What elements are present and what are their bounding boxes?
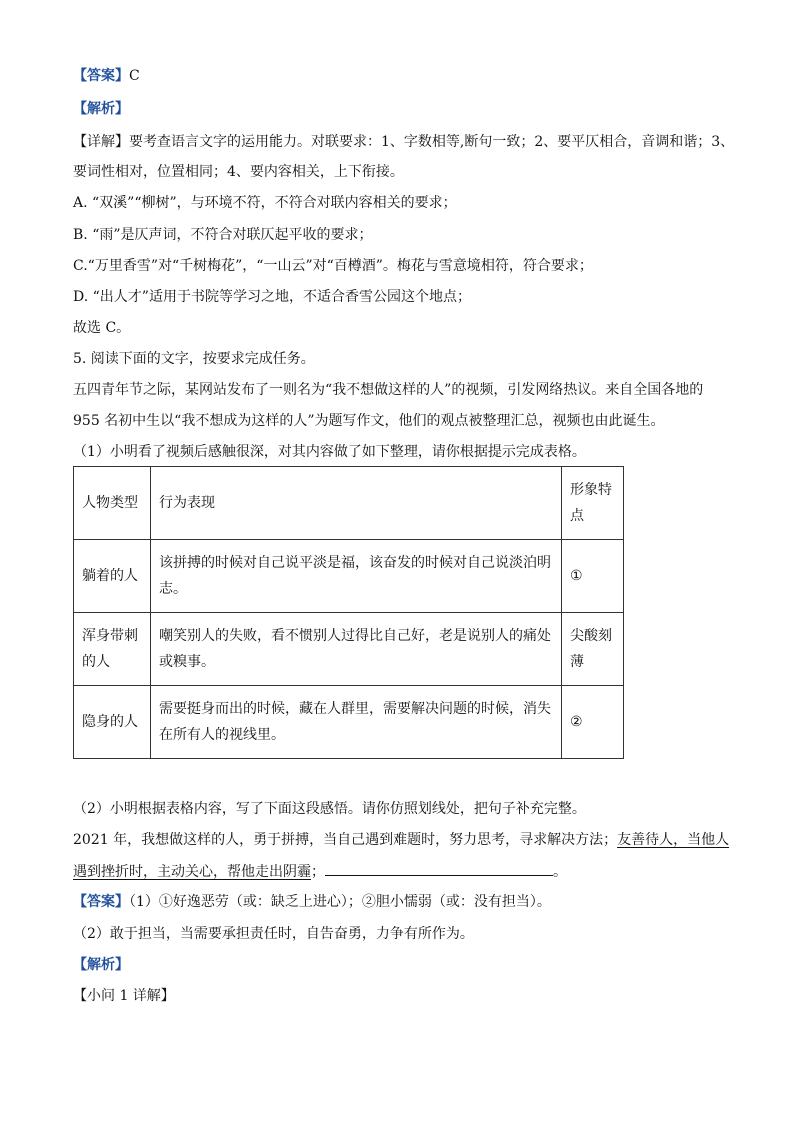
answer-value: C bbox=[129, 68, 140, 84]
answer-label: 【答案】 bbox=[73, 894, 129, 910]
q4-detail-line-2: 要词性相对，位置相同；4、要内容相关，上下衔接。 bbox=[73, 164, 404, 180]
q5-passage-line-2: 955 名初中生以“我不想成为这样的人”为题写作文，他们的观点被整理汇总，视频也由此诞生。 bbox=[73, 413, 665, 429]
q5-sub1-prompt: （1）小明看了视频后感触很深，对其内容做了如下整理，请你根据提示完成表格。 bbox=[73, 444, 586, 460]
q4-option-a: A. “双溪”“柳树”，与环境不符，不符合对联内容相关的要求； bbox=[73, 195, 457, 211]
row-trait: 尖酸刻薄 bbox=[562, 613, 624, 686]
subq1-label: 【小问 1 详解】 bbox=[73, 988, 175, 1004]
sub2-underlined-2: 遇到挫折时，主动关心，帮他走出阴霾 bbox=[73, 864, 311, 880]
table-header-row bbox=[74, 467, 624, 540]
row-trait: ② bbox=[562, 686, 624, 759]
row-type: 躺着的人 bbox=[74, 540, 151, 613]
detail-text-1: 要考查语言文字的运用能力。对联要求：1、字数相等,断句一致；2、要平仄相合，音调和谐；3、 bbox=[129, 134, 735, 150]
q4-answer-line bbox=[73, 66, 140, 86]
table-row bbox=[74, 613, 624, 686]
answer-label: 【答案】 bbox=[73, 68, 129, 84]
q5-subq1-heading bbox=[73, 986, 175, 1006]
header-trait: 形象特点 bbox=[562, 467, 624, 540]
row-behavior: 需要挺身而出的时候，藏在人群里，需要解决问题的时候，消失在所有人的视线里。 bbox=[151, 686, 562, 759]
q4-analysis-heading bbox=[73, 99, 129, 119]
row-type: 浑身带刺的人 bbox=[74, 613, 151, 686]
q5-sub2-text-line-1 bbox=[73, 830, 729, 850]
sub2-end: 。 bbox=[553, 864, 567, 880]
analysis-label: 【解析】 bbox=[73, 101, 129, 117]
q4-detail-line-1 bbox=[73, 132, 734, 152]
answer-blank[interactable] bbox=[325, 861, 553, 876]
table-row bbox=[74, 686, 624, 759]
character-table bbox=[73, 466, 624, 759]
q5-sub2-text-line-2: 遇到挫折时，主动关心，帮他走出阴霾； 。 bbox=[73, 861, 567, 881]
header-behavior: 行为表现 bbox=[151, 467, 562, 540]
q5-title: 5. 阅读下面的文字，按要求完成任务。 bbox=[73, 351, 315, 367]
row-type: 隐身的人 bbox=[74, 686, 151, 759]
header-type: 人物类型 bbox=[74, 467, 151, 540]
q5-sub2-prompt: （2）小明根据表格内容，写了下面这段感悟。请你仿照划线处，把句子补充完整。 bbox=[73, 801, 586, 817]
sub2-underlined-1: 友善待人，当他人 bbox=[617, 832, 730, 848]
analysis-label: 【解析】 bbox=[73, 957, 129, 973]
row-trait: ① bbox=[562, 540, 624, 613]
answer-text-1: （1）①好逸恶劳（或：缺乏上进心）；②胆小懦弱（或：没有担当）。 bbox=[129, 894, 551, 910]
detail-label: 【详解】 bbox=[73, 134, 129, 150]
q4-conclusion: 故选 C。 bbox=[73, 320, 131, 336]
table-row bbox=[74, 540, 624, 613]
q5-answer-line-1 bbox=[73, 892, 551, 912]
q5-answer-line-2: （2）敢于担当，当需要承担责任时，自告奋勇，力争有所作为。 bbox=[73, 926, 474, 942]
row-behavior: 嘲笑别人的失败，看不惯别人过得比自己好，老是说别人的痛处或糗事。 bbox=[151, 613, 562, 686]
row-behavior: 该拼搏的时候对自己说平淡是福，该奋发的时候对自己说淡泊明志。 bbox=[151, 540, 562, 613]
q5-passage-line-1: 五四青年节之际，某网站发布了一则名为“我不想做这样的人”的视频，引发网络热议。来自全国各地的 bbox=[73, 382, 704, 398]
q4-option-b: B. “雨”是仄声词，不符合对联仄起平收的要求； bbox=[73, 227, 373, 243]
q4-option-c: C.“万里香雪”对“千树梅花”，“一山云”对“百樽酒”。梅花与雪意境相符，符合要求； bbox=[73, 258, 593, 274]
q5-analysis-heading bbox=[73, 955, 129, 975]
sub2-text: 2021 年，我想做这样的人，勇于拼搏，当自己遇到难题时，努力思考，寻求解决方法； bbox=[73, 832, 618, 848]
q4-option-d: D. “出人才”适用于书院等学习之地，不适合香雪公园这个地点； bbox=[73, 289, 471, 305]
